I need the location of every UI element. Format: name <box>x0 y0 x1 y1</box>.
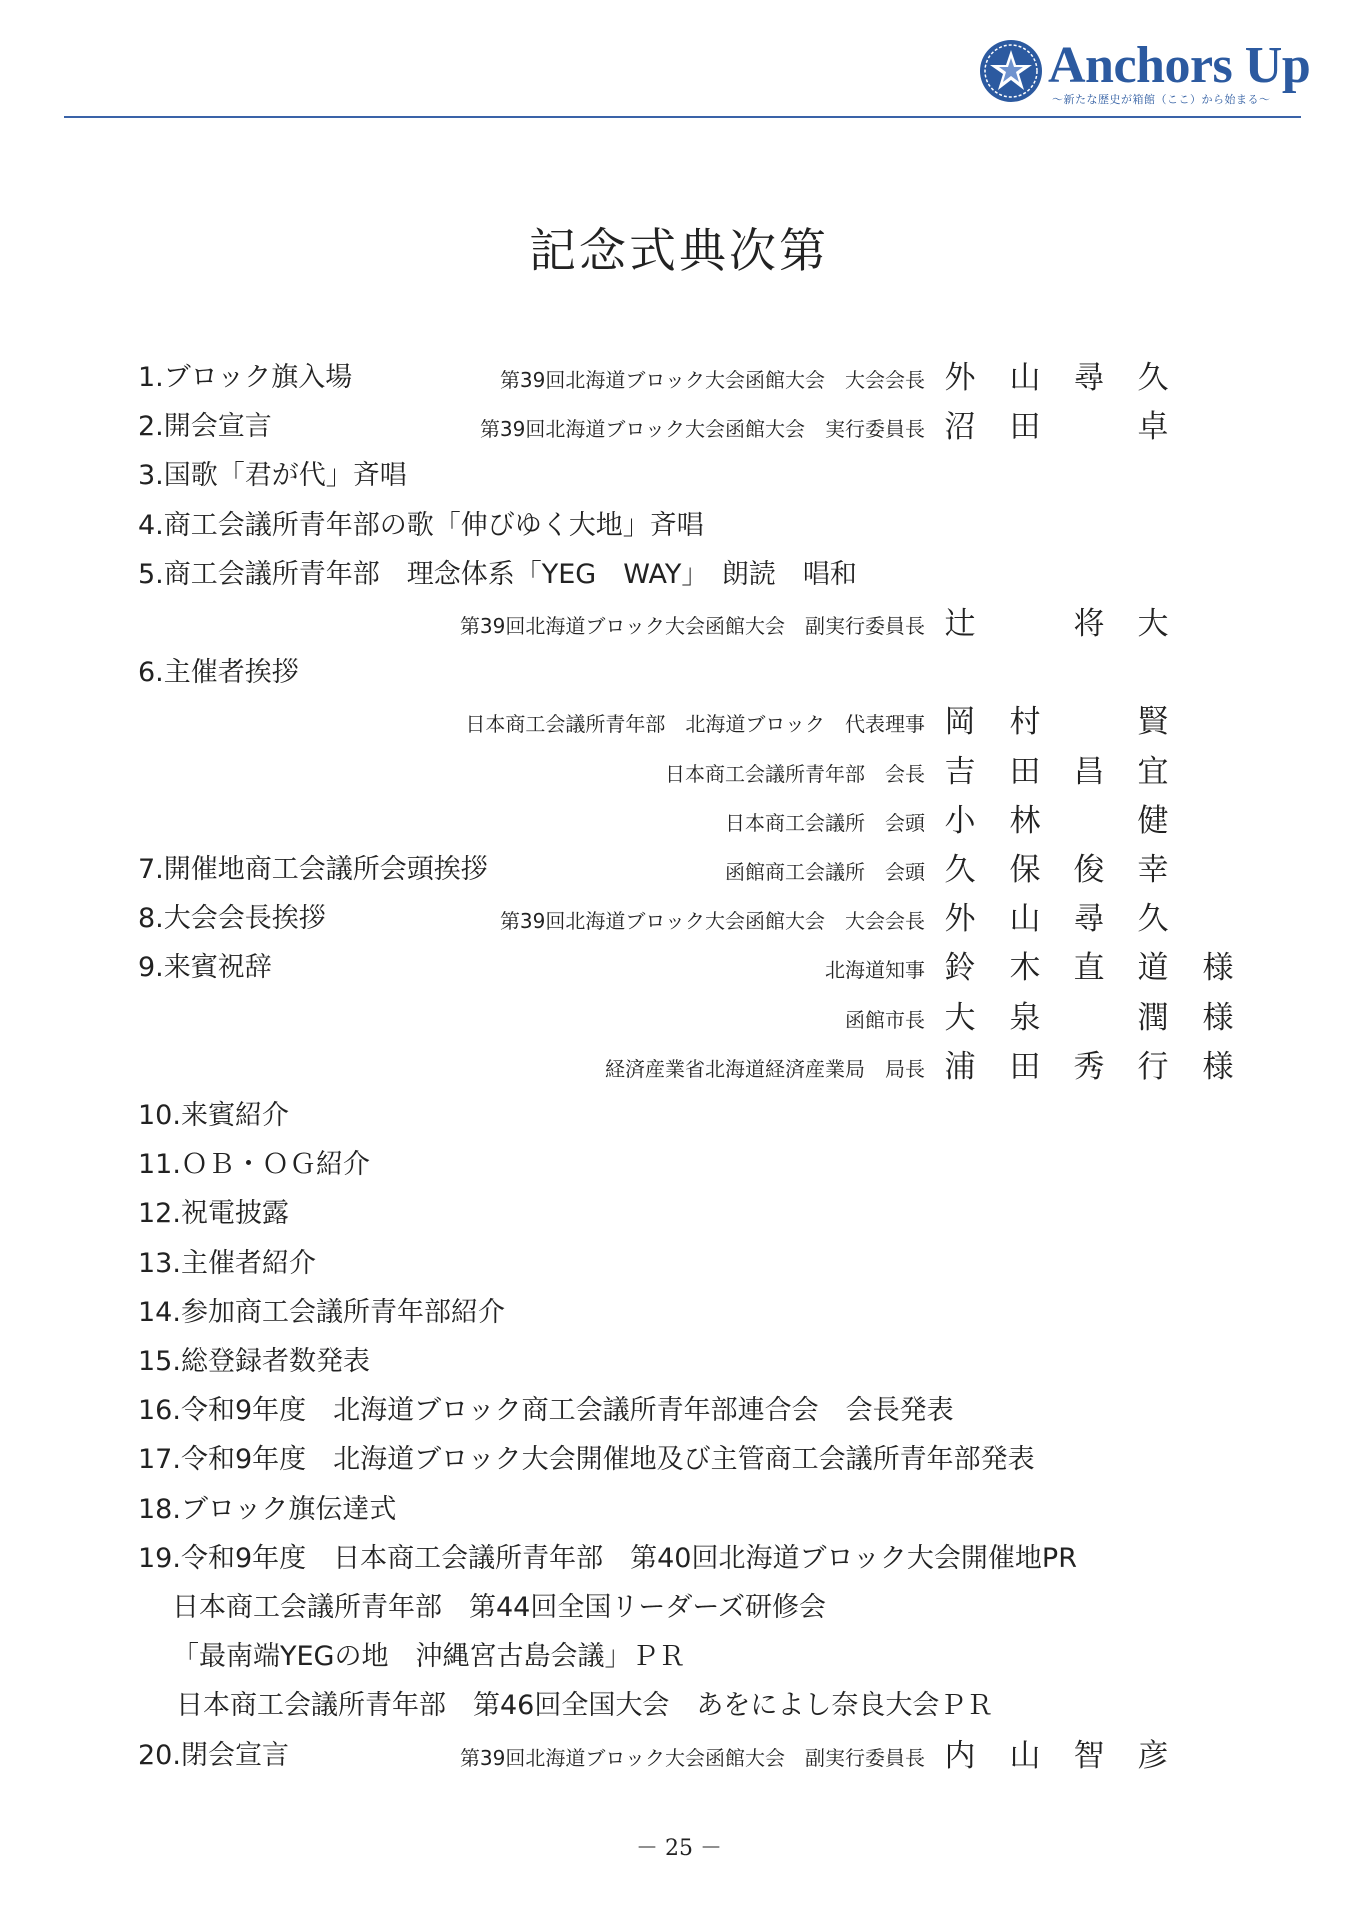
program-item: 19.令和9年度 日本商工会議所青年部 第40回北海道ブロック大会開催地PR <box>138 1543 1077 1574</box>
program-row <box>0 1584 1358 1633</box>
person-name-char: 田 <box>1009 409 1041 445</box>
page-number: － 25 － <box>636 1836 722 1861</box>
person-title: 日本商工会議所青年部 会長 <box>665 762 925 786</box>
program-item: 17.令和9年度 北海道ブロック大会開催地及び主管商工会議所青年部発表 <box>138 1444 1035 1475</box>
program-item: 4.商工会議所青年部の歌「伸びゆく大地」斉唱 <box>138 510 704 541</box>
person-name-char: 内 <box>944 1738 976 1774</box>
program-item: 3.国歌「君が代」斉唱 <box>138 460 407 491</box>
person-name-char: 大 <box>944 1000 976 1036</box>
program-row <box>0 1387 1358 1436</box>
person-name-char: 久 <box>1137 360 1169 396</box>
person-name-char: 賢 <box>1137 704 1169 740</box>
program-row <box>0 1633 1358 1682</box>
person-name-char: 外 <box>944 901 976 937</box>
person-name-char: 直 <box>1073 950 1105 986</box>
program-item: 「最南端YEGの地 沖縄宮古島会議」ＰＲ <box>172 1641 686 1672</box>
person-name-char: 行 <box>1137 1049 1169 1085</box>
program-row <box>0 748 1358 797</box>
person-title: 日本商工会議所 会頭 <box>725 811 925 835</box>
person-name-char: 彦 <box>1137 1738 1169 1774</box>
person-name-char: 智 <box>1073 1738 1105 1774</box>
person-name-char: 幸 <box>1137 852 1169 888</box>
person-name-char: 宜 <box>1137 754 1169 790</box>
person-name-char: 山 <box>1009 360 1041 396</box>
program-row <box>0 1486 1358 1535</box>
person-name-char: 田 <box>1009 754 1041 790</box>
program-item: 18.ブロック旗伝達式 <box>138 1494 397 1525</box>
person-title: 第39回北海道ブロック大会函館大会 副実行委員長 <box>459 614 925 638</box>
program-item: 日本商工会議所青年部 第44回全国リーダーズ研修会 <box>172 1592 827 1623</box>
person-name-char: 村 <box>1009 704 1041 740</box>
person-title: 第39回北海道ブロック大会函館大会 大会会長 <box>499 368 925 392</box>
program-row <box>0 1436 1358 1485</box>
program-item: 日本商工会議所青年部 第46回全国大会 あをによし奈良大会ＰＲ <box>176 1690 994 1721</box>
program-row <box>0 1141 1358 1190</box>
person-name-char: 鈴 <box>944 950 976 986</box>
page-title: 記念式典次第 <box>529 224 829 279</box>
program-row <box>0 600 1358 649</box>
logo-title: Anchors Up <box>1048 37 1311 94</box>
program-row <box>0 698 1358 747</box>
program-item: 20.閉会宣言 <box>138 1740 289 1771</box>
program-row <box>0 846 1358 895</box>
program-item: 8.大会会長挨拶 <box>138 903 326 934</box>
program-item: 11.ＯＢ・ＯＧ紹介 <box>138 1149 370 1180</box>
person-name-char: 小 <box>944 803 976 839</box>
person-name-char: 尋 <box>1073 360 1105 396</box>
person-title: 日本商工会議所青年部 北海道ブロック 代表理事 <box>465 712 925 736</box>
program-row <box>0 1092 1358 1141</box>
program-item: 5.商工会議所青年部 理念体系「YEG WAY」 朗読 唱和 <box>138 559 857 590</box>
person-name-char: 健 <box>1137 803 1169 839</box>
program-row <box>0 1732 1358 1781</box>
program-item: 9.来賓祝辞 <box>138 952 272 983</box>
person-name-char: 尋 <box>1073 901 1105 937</box>
program-item: 2.開会宣言 <box>138 411 272 442</box>
person-title: 函館商工会議所 会頭 <box>725 860 925 884</box>
program-item: 1.ブロック旗入場 <box>138 362 353 393</box>
program-row <box>0 994 1358 1043</box>
program-row <box>0 551 1358 600</box>
person-title: 北海道知事 <box>825 958 925 982</box>
program-row <box>0 403 1358 452</box>
star-emblem-icon <box>978 38 1044 104</box>
person-title: 第39回北海道ブロック大会函館大会 大会会長 <box>499 909 925 933</box>
person-name-char: 浦 <box>944 1049 976 1085</box>
person-name-char: 様 <box>1202 1049 1234 1085</box>
person-name-char: 外 <box>944 360 976 396</box>
person-name-char: 吉 <box>944 754 976 790</box>
program-row <box>0 1682 1358 1731</box>
person-name-char: 辻 <box>944 606 976 642</box>
program-row <box>0 944 1358 993</box>
person-name-char: 田 <box>1009 1049 1041 1085</box>
program-row <box>0 452 1358 501</box>
person-name-char: 様 <box>1202 950 1234 986</box>
person-title: 経済産業省北海道経済産業局 局長 <box>605 1057 925 1081</box>
page-header <box>0 0 1358 125</box>
program-item: 16.令和9年度 北海道ブロック商工会議所青年部連合会 会長発表 <box>138 1395 954 1426</box>
person-name-char: 林 <box>1009 803 1041 839</box>
program-item: 10.来賓紹介 <box>138 1100 289 1131</box>
program-item: 7.開催地商工会議所会頭挨拶 <box>138 854 488 885</box>
person-name-char: 山 <box>1009 901 1041 937</box>
person-name-char: 秀 <box>1073 1049 1105 1085</box>
program-item: 6.主催者挨拶 <box>138 657 299 688</box>
person-name-char: 将 <box>1073 606 1105 642</box>
program-row <box>0 1240 1358 1289</box>
program-row <box>0 1338 1358 1387</box>
person-name-char: 大 <box>1137 606 1169 642</box>
person-name-char: 泉 <box>1009 1000 1041 1036</box>
person-title: 第39回北海道ブロック大会函館大会 副実行委員長 <box>459 1746 925 1770</box>
person-name-char: 久 <box>944 852 976 888</box>
person-name-char: 様 <box>1202 1000 1234 1036</box>
person-name-char: 潤 <box>1137 1000 1169 1036</box>
person-title: 函館市長 <box>845 1008 925 1032</box>
program-row <box>0 1043 1358 1092</box>
program-row <box>0 649 1358 698</box>
person-name-char: 俊 <box>1073 852 1105 888</box>
program-item: 13.主催者紹介 <box>138 1248 316 1279</box>
person-title: 第39回北海道ブロック大会函館大会 実行委員長 <box>479 417 925 441</box>
program-row <box>0 354 1358 403</box>
person-name-char: 保 <box>1009 852 1041 888</box>
person-name-char: 久 <box>1137 901 1169 937</box>
program-row <box>0 502 1358 551</box>
program-item: 12.祝電披露 <box>138 1198 289 1229</box>
person-name-char: 卓 <box>1137 409 1169 445</box>
person-name-char: 岡 <box>944 704 976 740</box>
person-name-char: 昌 <box>1073 754 1105 790</box>
program-item: 14.参加商工会議所青年部紹介 <box>138 1297 505 1328</box>
person-name-char: 木 <box>1009 950 1041 986</box>
program-row <box>0 1289 1358 1338</box>
person-name-char: 道 <box>1137 950 1169 986</box>
header-divider <box>64 116 1301 118</box>
program-item: 15.総登録者数発表 <box>138 1346 370 1377</box>
program-row <box>0 1535 1358 1584</box>
program-row <box>0 797 1358 846</box>
person-name-char: 沼 <box>944 409 976 445</box>
person-name-char: 山 <box>1009 1738 1041 1774</box>
logo-subtitle: 〜新たな歴史が箱館（ここ）から始まる〜 <box>1052 93 1271 106</box>
program-row <box>0 895 1358 944</box>
program-row <box>0 1190 1358 1239</box>
